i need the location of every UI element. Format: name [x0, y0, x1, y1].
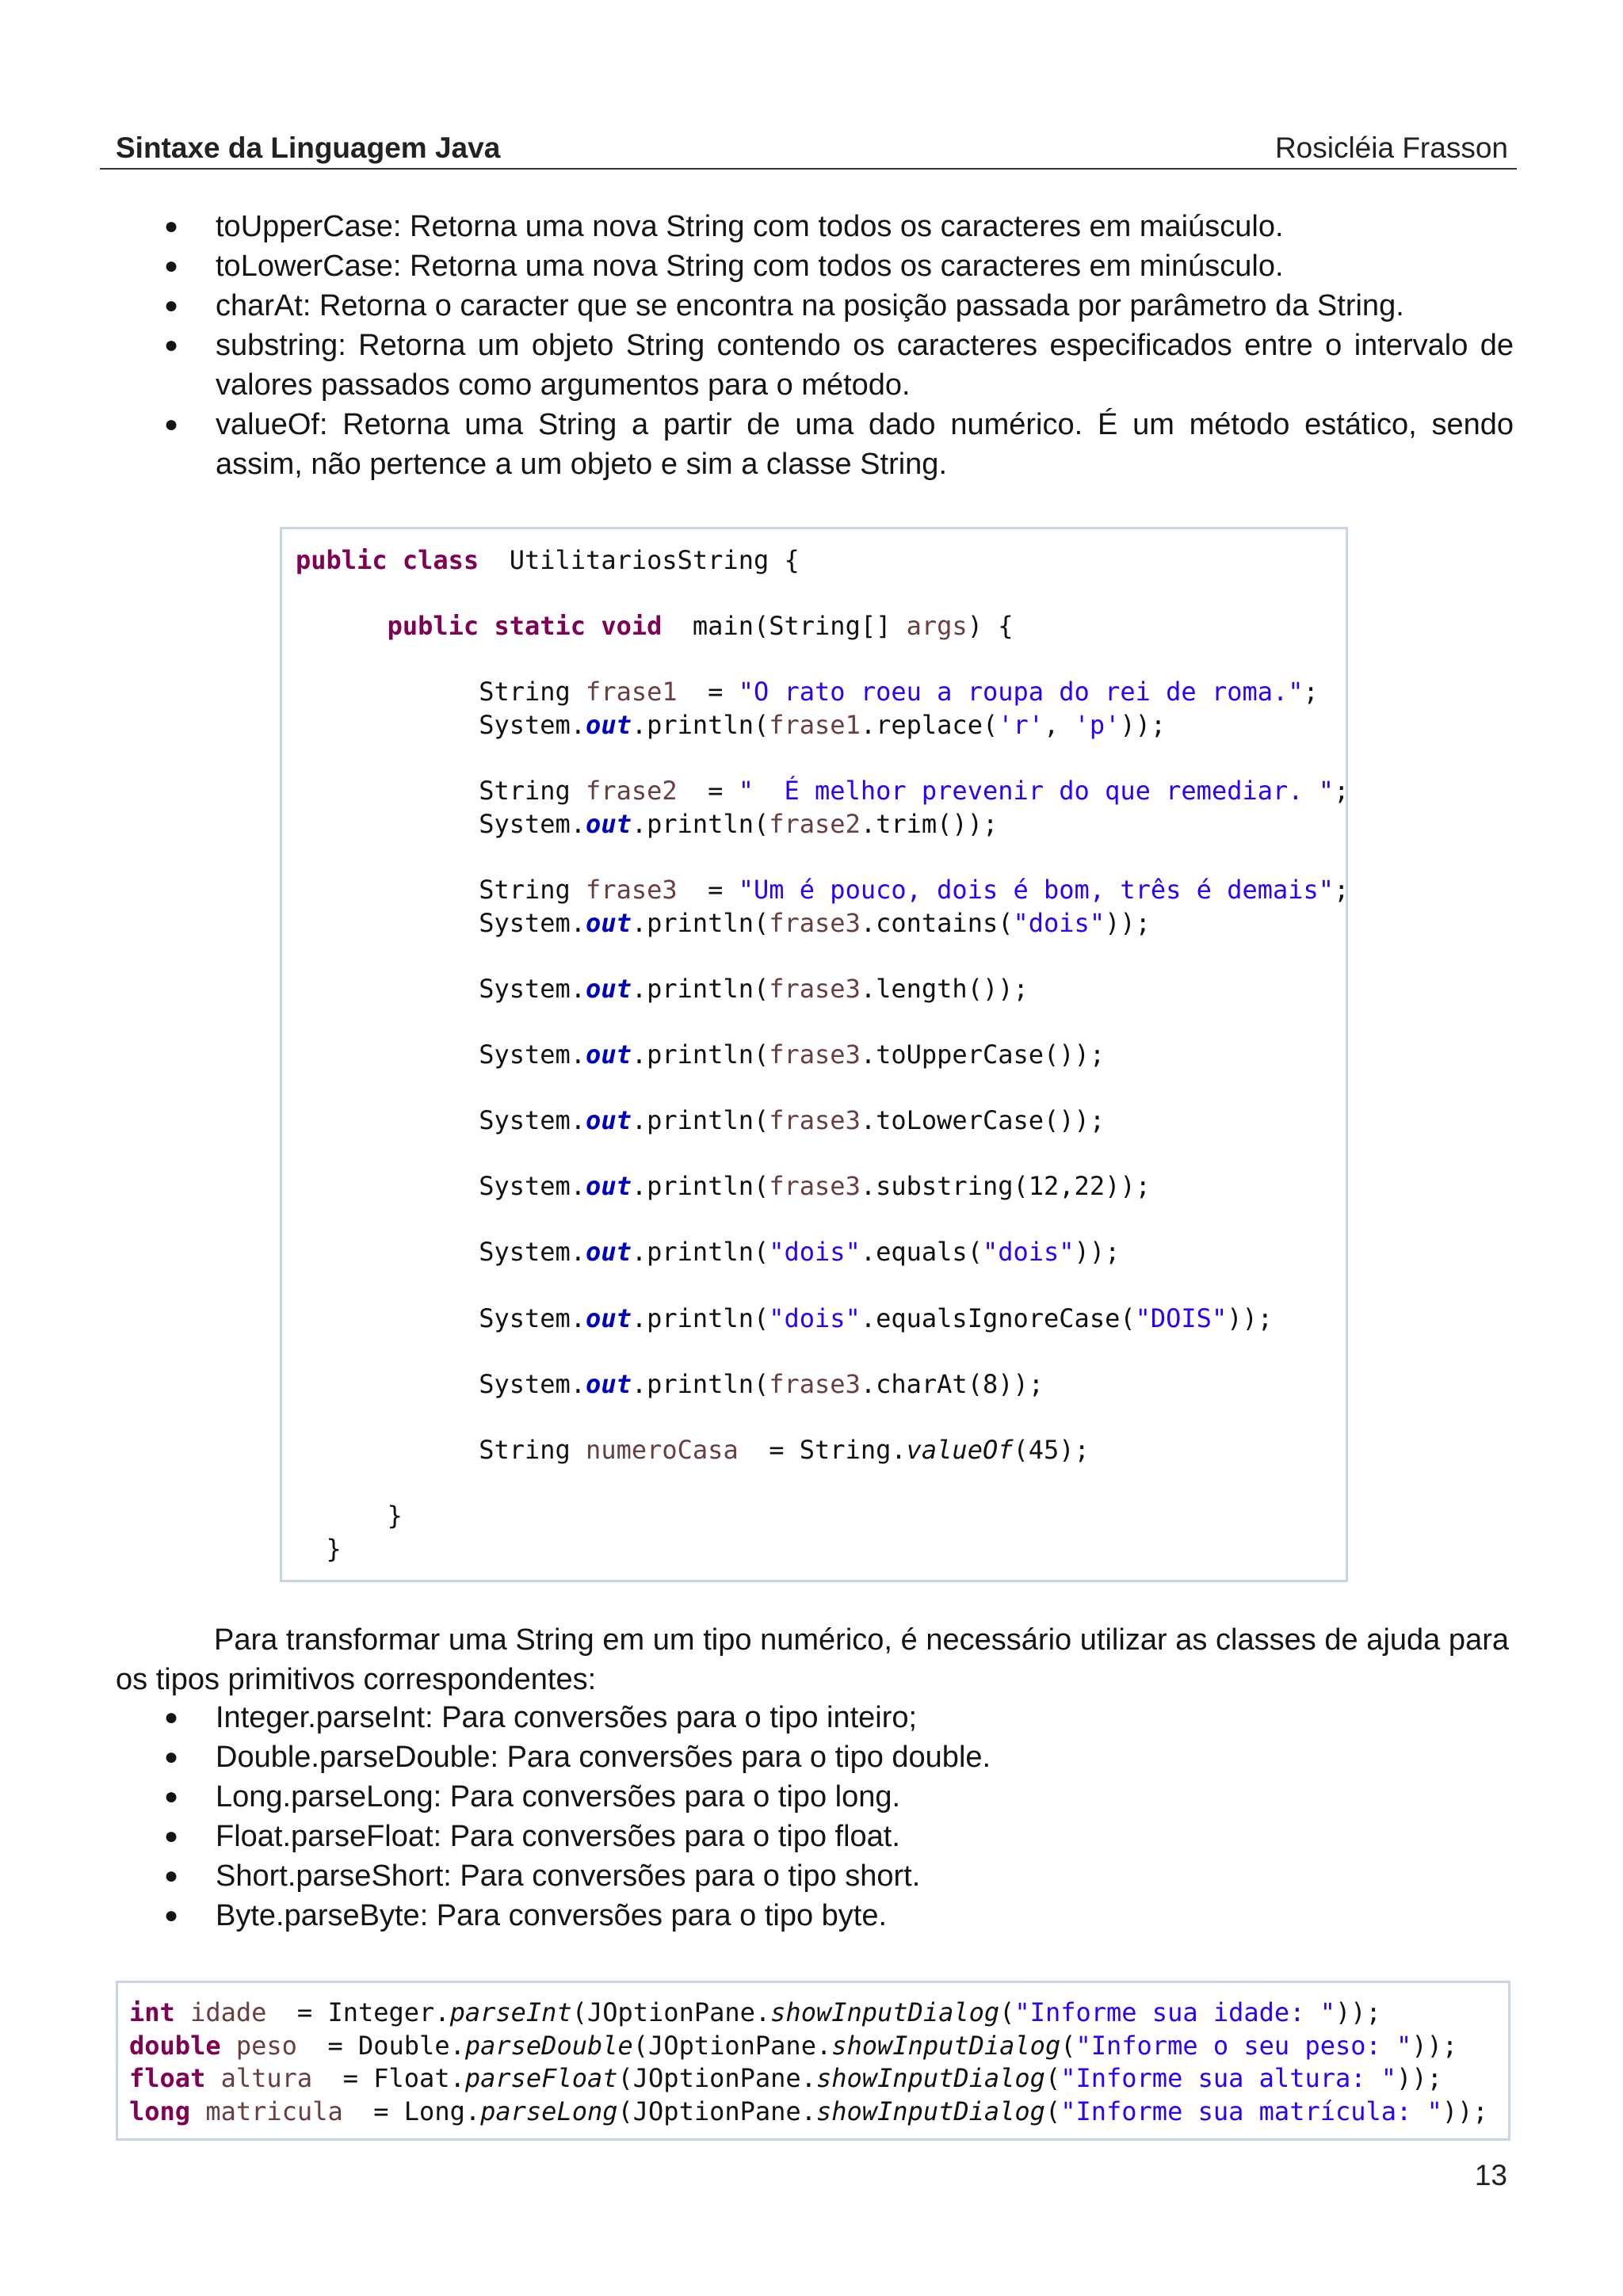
code-line: int idade = Integer.parseInt(JOptionPane.showInputDialog("Informe sua idade: "));	[129, 1997, 1381, 2027]
list-item	[162, 1737, 1514, 1777]
bullet-icon: ●	[164, 1902, 179, 1928]
list-item-text: substring: Retorna um objeto String contendo os caracteres especificados entre o intervalo de valores passados como argumentos para o método.	[216, 329, 1514, 402]
code-line: String frase3 = "Um é pouco, dois é bom, três é demais";	[296, 874, 1350, 905]
bullet-icon: ●	[164, 253, 179, 279]
code-line: double peso = Double.parseDouble(JOptionPane.showInputDialog("Informe o seu peso: "));	[129, 2030, 1458, 2061]
code-line: System.out.println(frase1.replace('r', 'p'));	[296, 709, 1167, 740]
bullet-icon: ●	[164, 332, 179, 358]
code-line: System.out.println(frase2.trim());	[296, 808, 999, 839]
code-line: long matricula = Long.parseLong(JOptionPane.showInputDialog("Informe sua matrícula: "));	[129, 2096, 1488, 2126]
list-item-text: toLowerCase: Retorna uma nova String com todos os caracteres em minúsculo.	[216, 250, 1284, 283]
code-line: System.out.println(frase3.toLowerCase());	[296, 1105, 1106, 1136]
list-item	[162, 1817, 1514, 1856]
conversion-paragraph: Para transformar uma String em um tipo numérico, é necessário utilizar as classes de ajuda para os tipos primitivos correspondentes:	[116, 1623, 1509, 1696]
bullet-icon: ●	[164, 213, 179, 239]
list-item-text: Short.parseShort: Para conversões para o tipo short.	[216, 1859, 921, 1893]
code-line: System.out.println(frase3.charAt(8));	[296, 1368, 1044, 1399]
list-item-text: Double.parseDouble: Para conversões para o tipo double.	[216, 1741, 991, 1774]
bullet-icon: ●	[164, 1823, 179, 1849]
string-methods-list	[162, 207, 1514, 484]
bullet-icon: ●	[164, 292, 179, 318]
code-line: System.out.println(frase3.toUpperCase());	[296, 1039, 1106, 1070]
bullet-icon: ●	[164, 411, 179, 437]
code-line: public class UtilitariosString {	[296, 545, 800, 575]
code-line: String numeroCasa = String.valueOf(45);	[296, 1435, 1090, 1466]
page-number: 13	[1474, 2159, 1507, 2191]
list-item-text: charAt: Retorna o caracter que se encontra na posição passada por parâmetro da String.	[216, 289, 1404, 322]
bullet-icon: ●	[164, 1863, 179, 1889]
list-item	[162, 1698, 1514, 1737]
list-item-text: Float.parseFloat: Para conversões para o tipo float.	[216, 1820, 900, 1853]
header-divider	[100, 168, 1517, 170]
list-item	[162, 1777, 1514, 1817]
list-item-text: Byte.parseByte: Para conversões para o tipo byte.	[216, 1899, 888, 1932]
code-listing	[129, 1997, 1488, 2128]
page-header-author: Rosicléia Frasson	[1274, 132, 1508, 164]
bullet-icon: ●	[164, 1783, 179, 1810]
bullet-icon: ●	[164, 1744, 179, 1770]
list-item	[162, 1896, 1514, 1936]
code-line: System.out.println(frase3.contains("dois"));	[296, 907, 1151, 938]
list-item-text: Integer.parseInt: Para conversões para o tipo inteiro;	[216, 1701, 918, 1734]
page-header-title: Sintaxe da Linguagem Java	[116, 132, 501, 164]
code-line: System.out.println(frase3.length());	[296, 973, 1029, 1004]
code-line: System.out.println(frase3.substring(12,22));	[296, 1171, 1151, 1202]
code-line: System.out.println("dois".equals("dois"));	[296, 1237, 1121, 1268]
code-line: String frase2 = " É melhor prevenir do que remediar. ";	[296, 776, 1350, 807]
list-item	[162, 207, 1514, 246]
list-item	[162, 286, 1514, 326]
code-line: System.out.println("dois".equalsIgnoreCase("DOIS"));	[296, 1302, 1273, 1333]
code-line: }	[296, 1533, 342, 1564]
list-item-text: toUpperCase: Retorna uma nova String com todos os caracteres em maiúsculo.	[216, 210, 1284, 243]
list-item	[162, 1856, 1514, 1896]
list-item-text: valueOf: Retorna uma String a partir de uma dado numérico. É um método estático, sendo assim, não pertence a um objeto e sim a classe String.	[216, 408, 1514, 481]
code-block-utilitarios-string	[280, 527, 1348, 1582]
code-block-parse-examples	[116, 1981, 1510, 2141]
code-line: public static void main(String[] args) {	[387, 611, 1014, 642]
list-item	[162, 405, 1514, 484]
code-listing	[296, 544, 1349, 1566]
code-line: }	[296, 1501, 403, 1531]
parse-methods-list	[162, 1698, 1514, 1936]
code-line: String frase1 = "O rato roeu a roupa do rei de roma.";	[296, 677, 1319, 707]
code-line: float altura = Float.parseFloat(JOptionPane.showInputDialog("Informe sua altura: "));	[129, 2063, 1442, 2094]
list-item	[162, 326, 1514, 405]
list-item-text: Long.parseLong: Para conversões para o tipo long.	[216, 1780, 901, 1814]
bullet-icon: ●	[164, 1704, 179, 1730]
list-item	[162, 246, 1514, 286]
